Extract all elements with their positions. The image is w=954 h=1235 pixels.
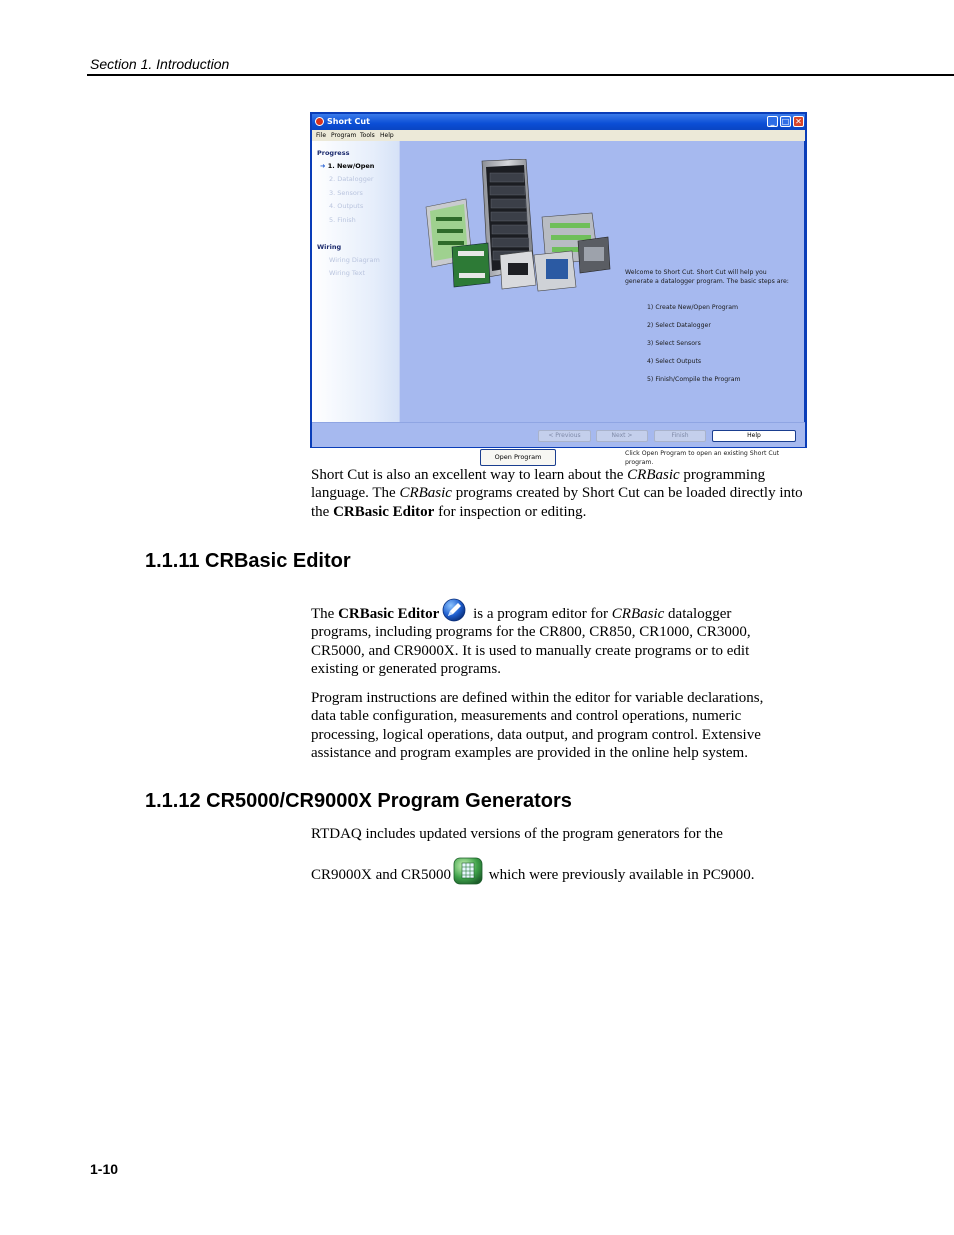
menu-program[interactable]: Program [331, 132, 357, 139]
sidebar-item-finish[interactable]: 5. Finish [329, 216, 356, 224]
next-button[interactable]: Next > [596, 430, 648, 442]
sidebar-item-new-open[interactable]: ➜ 1. New/Open [320, 162, 375, 170]
text-run: is a program editor for [469, 606, 612, 622]
step-4: 4) Select Outputs [647, 358, 702, 365]
page-number: 1-10 [90, 1161, 119, 1177]
step-2: 2) Select Datalogger [647, 322, 711, 329]
text-run: CR9000X and CR5000 [311, 867, 452, 883]
menu-help[interactable]: Help [380, 132, 394, 139]
step-5: 5) Finish/Compile the Program [647, 376, 741, 383]
crbasic-editor-icon [441, 598, 467, 622]
open-program-button[interactable]: Open Program [480, 449, 556, 466]
close-button[interactable]: ✕ [793, 116, 804, 127]
sidebar-item-wiring-text[interactable]: Wiring Text [329, 269, 366, 277]
help-button[interactable]: Help [712, 430, 796, 442]
text-run: which were previously available in PC9000. [485, 867, 755, 883]
menu-file[interactable]: File [316, 132, 327, 139]
open-program-hint: Click Open Program to open an existing Short Cut program. [625, 450, 780, 466]
text-run: programming language. The [311, 467, 766, 502]
sidebar-item-wiring-diagram[interactable]: Wiring Diagram [329, 256, 380, 264]
title-bar [312, 114, 805, 130]
header-rule [87, 74, 954, 76]
program-instructions-paragraph: Program instructions are defined within the editor for variable declarations, data table configuration, measurements and control operations, numeric processing, logical operations, data output, and program control. Extensive assistance and program examples are provided in the online help system. [311, 690, 764, 762]
crbasic-term: CRBasic [627, 467, 680, 483]
crbasic-editor-paragraph [311, 598, 791, 679]
section-heading-crbasic-editor: 1.1.11 CRBasic Editor [145, 550, 351, 572]
wiring-heading: Wiring [317, 243, 342, 251]
text-run: Short Cut is also an excellent way to learn about the [311, 467, 628, 483]
program-generators-line-1: RTDAQ includes updated versions of the program generators for the [311, 826, 723, 842]
crbasic-term: CRBasic [399, 485, 452, 502]
sidebar-item-sensors[interactable]: 3. Sensors [329, 189, 363, 197]
progress-heading: Progress [317, 149, 350, 157]
sidebar-item-outputs[interactable]: 4. Outputs [329, 202, 364, 210]
text-run: for inspection or editing. [434, 503, 587, 520]
short-cut-window [310, 112, 807, 466]
menu-bar [312, 130, 805, 141]
current-step-arrow-icon: ➜ [320, 162, 326, 170]
program-generator-icon [453, 857, 483, 885]
menu-tools[interactable]: Tools [360, 132, 375, 139]
minimize-button[interactable]: _ [767, 116, 778, 127]
text-run: programs created by Short Cut can be loaded directly into the [311, 485, 803, 520]
program-generators-line-2 [311, 857, 811, 885]
text-run: datalogger programs, including programs for the CR800, CR850, CR1000, CR3000, CR5000, and CR9000X. It is used to manually create programs or to edit existing or generated programs. [311, 606, 751, 678]
datalogger-products-illustration [422, 159, 612, 294]
wizard-navigation-bar [312, 422, 805, 447]
step-3: 3) Select Sensors [647, 340, 701, 347]
crbasic-term: CRBasic [611, 606, 665, 622]
welcome-text: Welcome to Short Cut. Short Cut will help you generate a datalogger program. The basic steps are: [625, 269, 789, 285]
crbasic-editor-term: CRBasic Editor [333, 503, 435, 520]
progress-sidebar [312, 141, 399, 422]
short-cut-paragraph [311, 466, 811, 521]
app-icon [315, 117, 324, 126]
crbasic-editor-term: CRBasic Editor [338, 606, 440, 622]
step-1: 1) Create New/Open Program [647, 304, 739, 311]
maximize-button[interactable]: □ [781, 117, 790, 126]
window-title: Short Cut [327, 117, 370, 126]
finish-button[interactable]: Finish [654, 430, 706, 442]
sidebar-item-datalogger[interactable]: 2. Datalogger [329, 175, 374, 183]
running-header: Section 1. Introduction [90, 56, 230, 72]
text-run: The [311, 606, 339, 622]
previous-button[interactable]: < Previous [538, 430, 591, 442]
section-heading-program-generators: 1.1.12 CR5000/CR9000X Program Generators [145, 790, 572, 812]
